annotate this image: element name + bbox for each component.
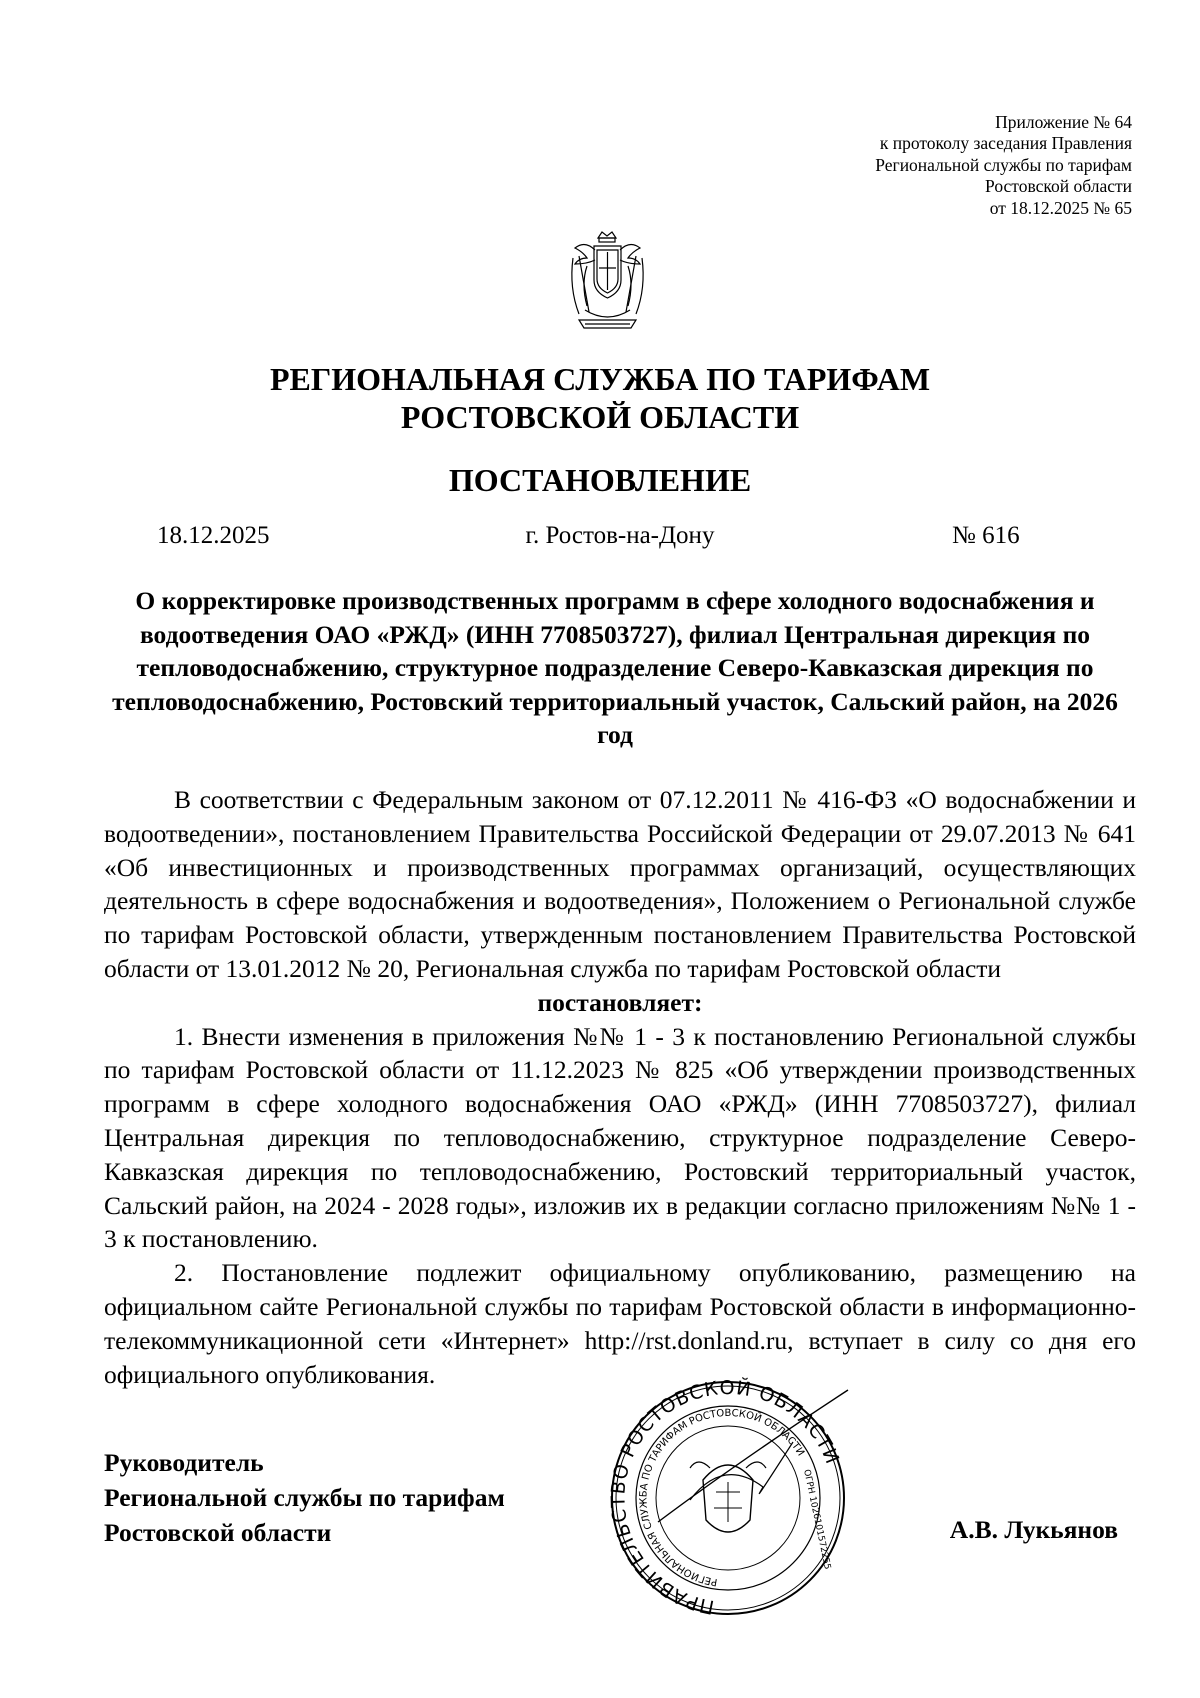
annex-line: Региональной службы по тарифам (875, 154, 1132, 175)
signatory-title-line: Региональной службы по тарифам (104, 1483, 505, 1512)
preamble-paragraph: В соответствии с Федеральным законом от 07.12.2011 № 416-ФЗ «О водоснабжении и водоотведении», постановлением Правительства Российской Федерации от 29.07.2013 № 641 «Об инвестиционных и производственных программах организаций, осуществляющих деятельность в сфере водоснабжения и водоотведения», Положением о Региональной службе по тарифам Ростовской области, утвержденным постановлением Правительства Ростовской области от 13.01.2012 № 20, Региональная служба по тарифам Ростовской области (104, 785, 1136, 983)
document-number: № 616 (952, 522, 1020, 549)
annex-line: Ростовской области (985, 176, 1132, 197)
official-seal (598, 1372, 858, 1622)
decides-heading: постановляет: (537, 987, 703, 1017)
organization-title-line: РЕГИОНАЛЬНАЯ СЛУЖБА ПО ТАРИФАМ (269, 361, 931, 397)
document-date: 18.12.2025 (157, 522, 270, 549)
signatory-title-line: Ростовской области (104, 1518, 332, 1547)
document-type-heading: ПОСТАНОВЛЕНИЕ (448, 462, 752, 498)
document-city: г. Ростов-на-Дону (525, 522, 715, 549)
coat-of-arms-emblem (565, 228, 650, 333)
annex-line: к протоколу заседания Правления (879, 133, 1132, 154)
signatory-title-line: Руководитель (104, 1448, 264, 1477)
seal-ogrn-text: ОГРН 1026101572255 (801, 1468, 833, 1571)
organization-title (0, 360, 1200, 436)
annex-line: от 18.12.2025 № 65 (989, 197, 1132, 218)
document-body (104, 783, 1136, 1391)
document-subject: О корректировке производственных программ в сфере холодного водоснабжения и водоотведения ОАО «РЖД» (ИНН 7708503727), филиал Центральная дирекция по тепловодоснабжению, структурное подразделение Северо-Кавказская дирекция по тепловодоснабжению, Ростовский территориальный участок, Сальский район, на 2026 год (112, 586, 1118, 749)
organization-title-line: РОСТОВСКОЙ ОБЛАСТИ (400, 399, 800, 435)
seal-outer-text: ПРАВИТЕЛЬСТВО РОСТОВСКОЙ ОБЛАСТИ (607, 1376, 844, 1619)
item-paragraph-2: 2. Постановление подлежит официальному опубликованию, размещению на официальном сайте Региональной службы по тарифам Ростовской области в информационно-телекоммуникационной сети «Интернет» http://rst.donland.ru, вступает в силу со дня его официального опубликования. (104, 1258, 1136, 1389)
signatory-name: А.В. Лукьянов (949, 1515, 1118, 1544)
svg-text:РЕГИОНАЛЬНАЯ СЛУЖБА ПО ТАРИФАМ (638, 1408, 806, 1587)
annex-line: Приложение № 64 (995, 112, 1132, 132)
annex-block (692, 112, 1132, 219)
item-paragraph-1: 1. Внести изменения в приложения №№ 1 - 3 к постановлению Региональной службы по тарифам Ростовской области от 11.12.2023 № 825 «Об утверждении производственных программ в сфере холодного водоснабжения ОАО «РЖД» (ИНН 7708503727), филиал Центральная дирекция по тепловодоснабжению, структурное подразделение Северо-Кавказская дирекция по тепловодоснабжению, Ростовский территориальный участок, Сальский район, на 2024 - 2028 годы», изложив их в редакции согласно приложениям №№ 1 - 3 к постановлению. (104, 1021, 1136, 1254)
signatory-title (104, 1445, 505, 1550)
seal-inner-text: РЕГИОНАЛЬНАЯ СЛУЖБА ПО ТАРИФАМ РОСТОВСКОЙ ОБЛАСТИ (638, 1407, 807, 1588)
